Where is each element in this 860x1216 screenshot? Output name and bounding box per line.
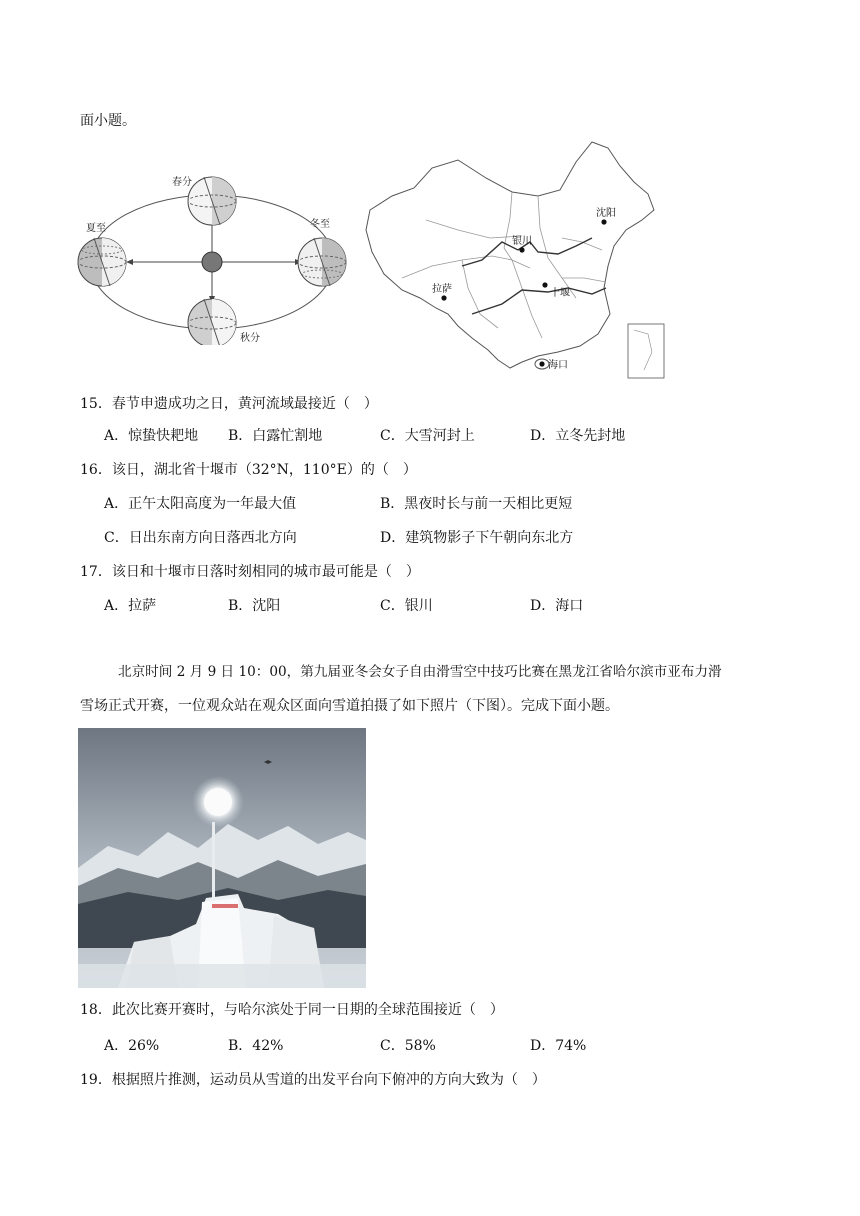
city-label-shenyang: 沈阳 xyxy=(596,208,616,219)
earth-orbit-diagram xyxy=(72,165,362,345)
passage2-line2: 雪场正式开赛，一位观众站在观众区面向雪道拍摄了如下照片（下图）。完成下面小题。 xyxy=(80,698,619,714)
south-china-sea-inset xyxy=(628,324,664,378)
china-map xyxy=(362,138,668,382)
earth-autumn-icon xyxy=(188,299,236,345)
earth-summer-icon xyxy=(78,238,126,286)
q16-option-b: B．黑夜时长与前一天相比更短 xyxy=(380,496,573,512)
label-summer: 夏至 xyxy=(86,223,106,234)
q18-option-a: A．26% xyxy=(104,1038,160,1054)
q17-option-c: C．银川 xyxy=(380,598,433,614)
q19-stem: 19．根据照片推测，运动员从雪道的出发平台向下俯冲的方向大致为（ ） xyxy=(80,1072,546,1088)
city-dot-haikou xyxy=(539,361,544,366)
q15-option-b: B．白露忙割地 xyxy=(228,428,323,444)
city-label-yinchuan: 银川 xyxy=(512,236,532,247)
q15-option-c: C．大雪河封上 xyxy=(380,428,475,444)
q16-stem: 16．该日，湖北省十堰市（32°N，110°E）的（ ） xyxy=(80,462,417,478)
city-dot-yinchuan xyxy=(519,247,524,252)
label-winter: 冬至 xyxy=(310,219,330,230)
label-autumn: 秋分 xyxy=(240,333,260,344)
q15-stem: 15．春节申遗成功之日，黄河流域最接近（ ） xyxy=(80,396,378,412)
city-dot-lhasa xyxy=(441,295,446,300)
intro-tail-text: 面小题。 xyxy=(80,113,136,129)
city-dot-shiyan xyxy=(542,282,547,287)
earth-spring-icon xyxy=(188,177,236,225)
q17-option-b: B．沈阳 xyxy=(228,598,281,614)
city-label-haikou: 海口 xyxy=(548,360,568,371)
ski-venue-photo xyxy=(78,728,366,988)
q17-option-d: D．海口 xyxy=(530,598,584,614)
q18-option-b: B．42% xyxy=(228,1038,284,1054)
q18-stem: 18．此次比赛开赛时，与哈尔滨处于同一日期的全球范围接近（ ） xyxy=(80,1002,504,1018)
q16-option-c: C．日出东南方向日落西北方向 xyxy=(104,530,297,546)
passage2-line1: 北京时间 2 月 9 日 10：00，第九届亚冬会女子自由滑雪空中技巧比赛在黑龙江省哈尔滨市亚布力滑 xyxy=(118,664,722,680)
city-label-shiyan: 十堰 xyxy=(550,288,570,299)
q16-option-d: D．建筑物影子下午朝向东北方 xyxy=(380,530,574,546)
q17-stem: 17．该日和十堰市日落时刻相同的城市最可能是（ ） xyxy=(80,564,420,580)
city-dot-shenyang xyxy=(601,219,606,224)
q15-option-d: D．立冬先封地 xyxy=(530,428,626,444)
q18-option-c: C．58% xyxy=(380,1038,436,1054)
label-spring: 春分 xyxy=(172,177,192,188)
city-label-lhasa: 拉萨 xyxy=(432,284,452,295)
q16-option-a: A．正午太阳高度为一年最大值 xyxy=(104,496,297,512)
q15-option-a: A．惊蛰快耙地 xyxy=(104,428,199,444)
earth-winter-icon xyxy=(298,238,346,286)
q18-option-d: D．74% xyxy=(530,1038,587,1054)
q17-option-a: A．拉萨 xyxy=(104,598,157,614)
sun-icon xyxy=(202,252,222,272)
